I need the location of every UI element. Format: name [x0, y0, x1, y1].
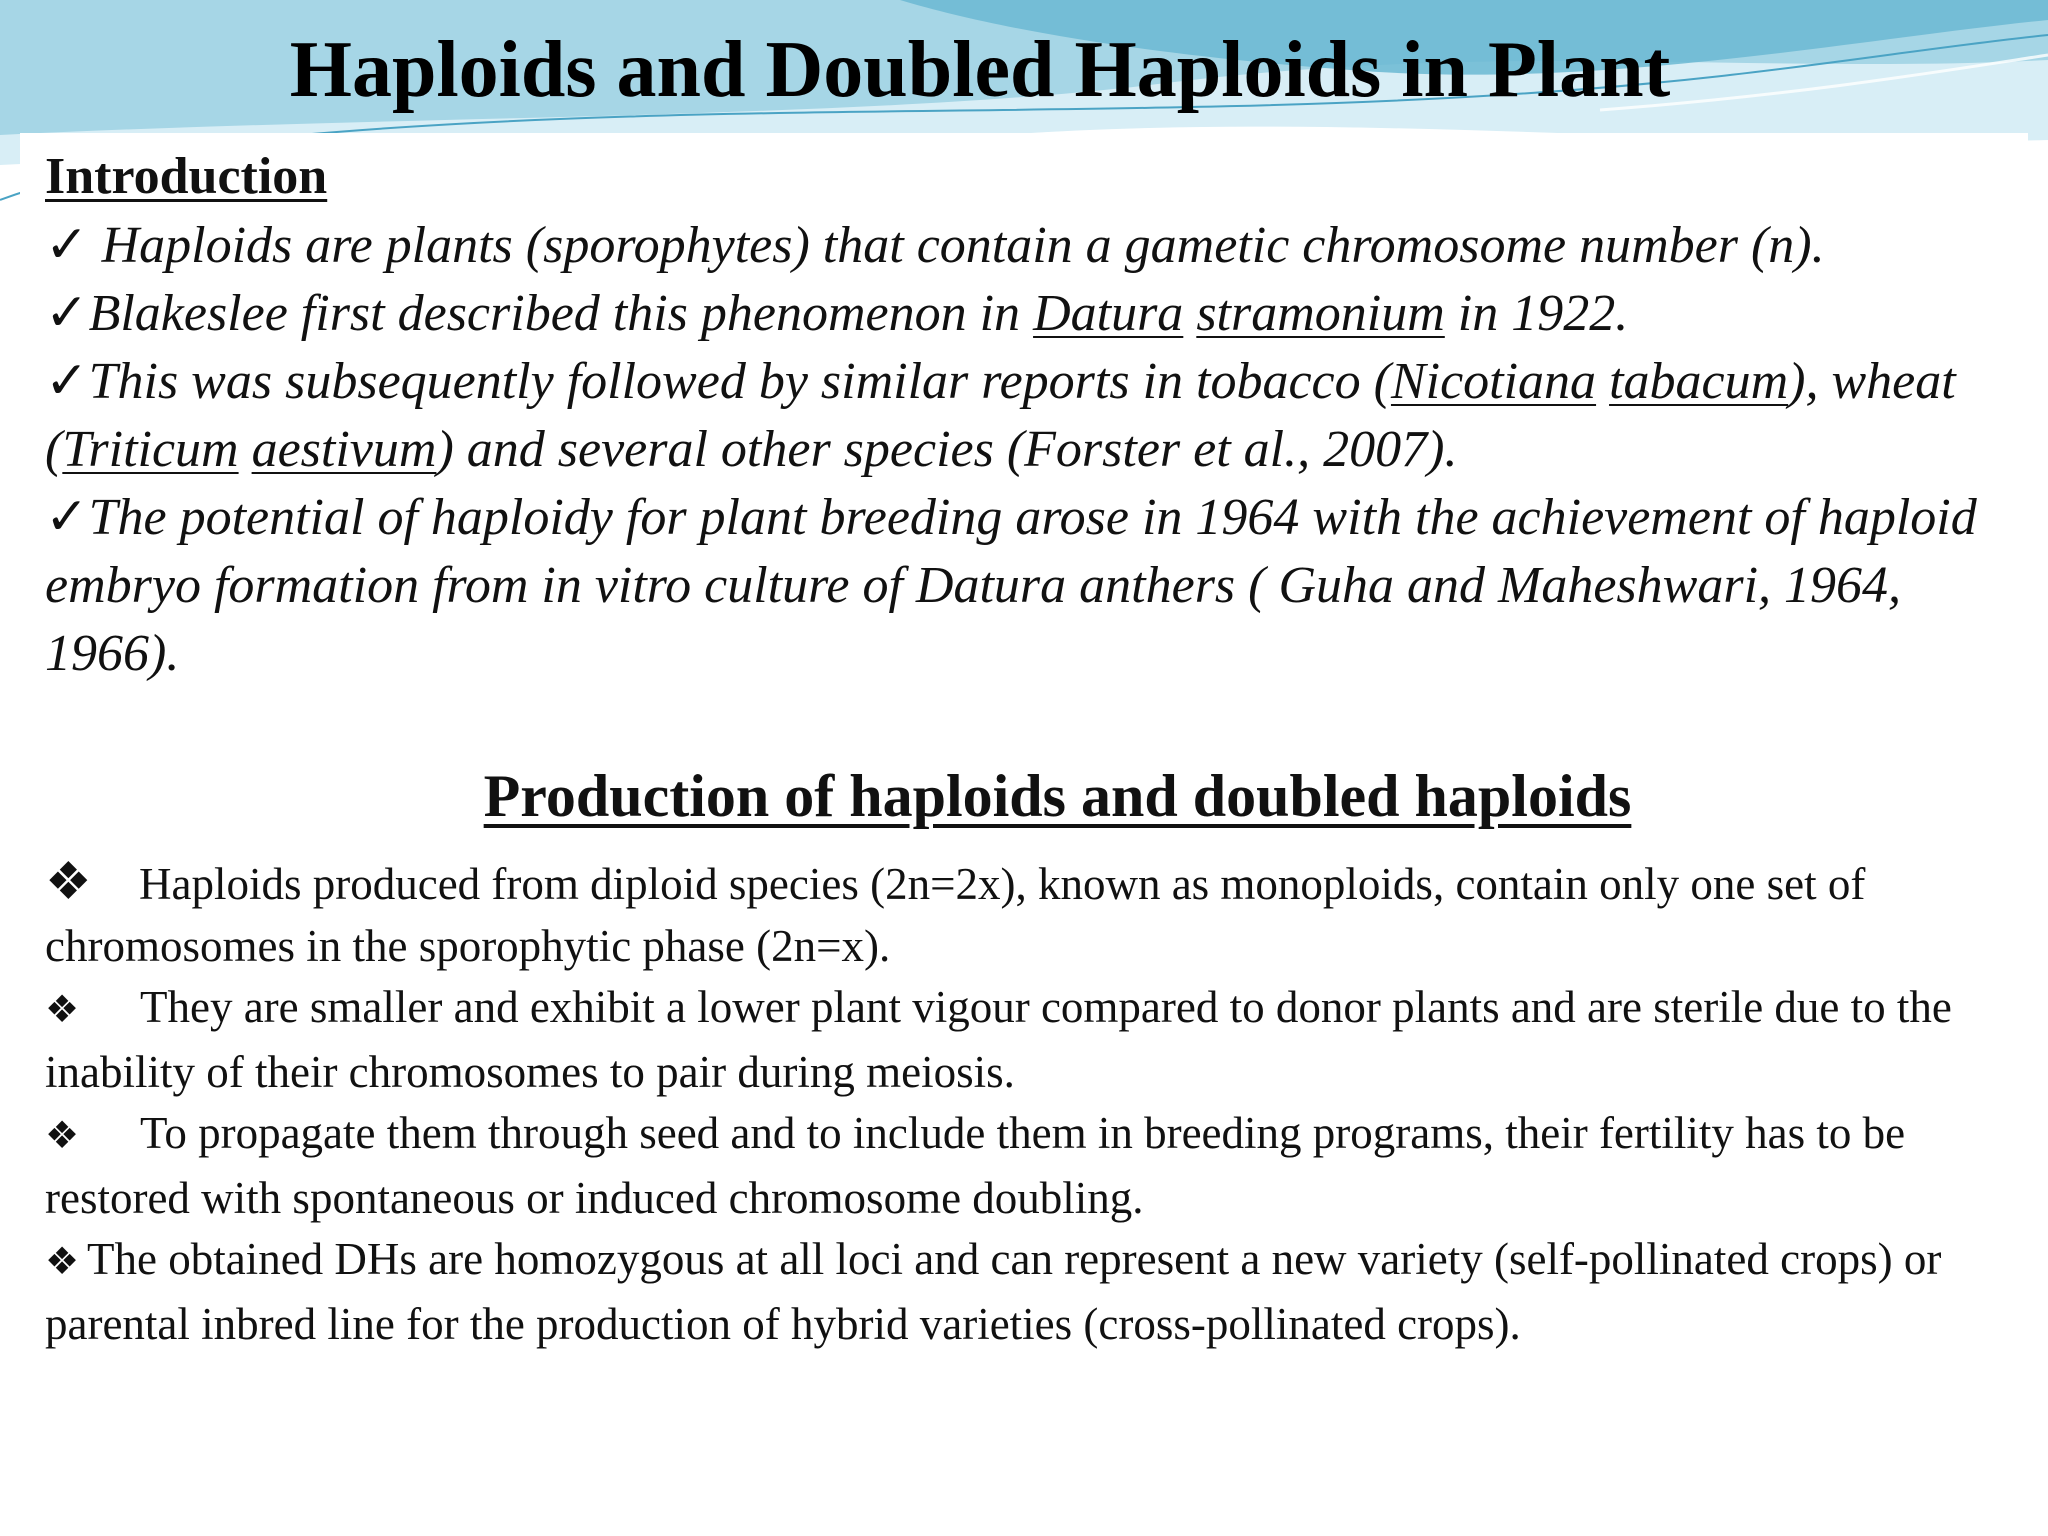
intro-item-2	[45, 280, 2005, 348]
intro-item-1-text: Haploids are plants (sporophytes) that contain a gametic chromosome number (n).	[88, 217, 1825, 274]
intro-item-1	[45, 212, 2005, 280]
intro-item-2-text: Blakeslee first described this phenomenon in	[88, 285, 1034, 342]
species-genus: Nicotiana	[1390, 353, 1597, 410]
production-item-2	[45, 977, 2005, 1103]
production-heading-text: Production of haploids and doubled haploids	[483, 763, 1632, 829]
production-item-3-text: To propagate them through seed and to include them in breeding programs, their fertility has to be restored with spontaneous or induced chromosome doubling.	[45, 1108, 1906, 1223]
introduction-heading: Introduction	[45, 148, 328, 205]
check-icon: ✓	[45, 353, 89, 410]
space	[1183, 285, 1196, 342]
intro-item-3-tail: ) and several other species (Forster et al., 2007).	[436, 421, 1458, 478]
space	[1596, 353, 1609, 410]
intro-item-2-tail: in 1922.	[1444, 285, 1629, 342]
intro-item-4	[45, 484, 2005, 688]
species-genus: Datura	[1033, 285, 1184, 342]
intro-item-3-middle: ), wheat (	[45, 353, 1956, 478]
check-icon: ✓	[45, 217, 89, 274]
diamond-bullet-icon: ❖	[45, 854, 92, 911]
diamond-bullet-icon: ❖	[45, 1241, 80, 1283]
species-epithet: stramonium	[1196, 285, 1445, 342]
production-item-4-text: The obtained DHs are homozygous at all loci and can represent a new variety (self-pollinated crops) or parental inbred line for the production of hybrid varieties (cross-pollinated crops).	[45, 1234, 1942, 1349]
production-item-3	[45, 1103, 2005, 1229]
intro-item-3-text: This was subsequently followed by similar reports in tobacco (	[88, 353, 1391, 410]
intro-item-3	[45, 348, 2005, 484]
check-icon: ✓	[45, 489, 89, 546]
species-epithet: tabacum	[1609, 353, 1789, 410]
intro-item-4-text: The potential of haploidy for plant breeding arose in 1964 with the achievement of haploid embryo formation from in vitro culture of Datura anthers ( Guha and Maheshwari, 1964, 1966).	[45, 489, 1977, 682]
production-item-1-text: Haploids produced from diploid species (2n=2x), known as monoploids, contain only one set of chromosomes in the sporophytic phase (2n=x).	[45, 859, 1866, 971]
check-icon: ✓	[45, 285, 89, 342]
species-genus: Triticum	[62, 421, 239, 478]
production-item-1	[45, 852, 2005, 977]
species-epithet: aestivum	[251, 421, 437, 478]
diamond-bullet-icon: ❖	[45, 989, 80, 1031]
production-item-2-text: They are smaller and exhibit a lower plant vigour compared to donor plants and are sterile due to the inability of their chromosomes to pair during meiosis.	[45, 982, 1952, 1097]
slide-title: Haploids and Doubled Haploids in Plant	[289, 26, 1671, 114]
introduction-list	[45, 212, 2005, 688]
production-heading	[0, 758, 2048, 834]
production-list	[45, 852, 2005, 1355]
production-item-4	[45, 1229, 2005, 1355]
diamond-bullet-icon: ❖	[45, 1115, 80, 1157]
space	[239, 421, 252, 478]
